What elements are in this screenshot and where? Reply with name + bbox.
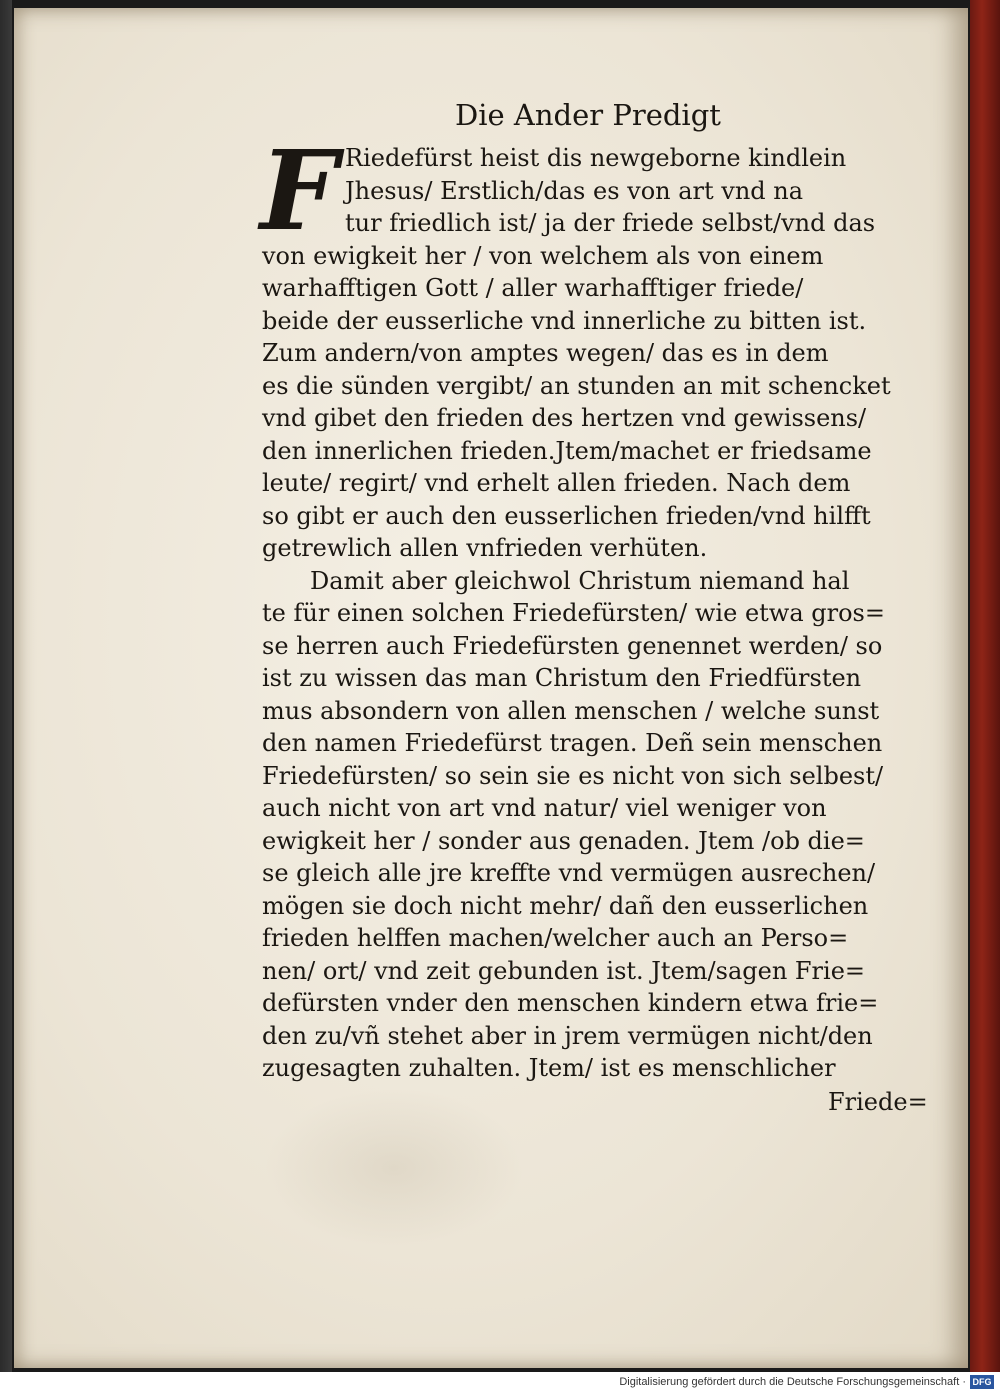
footer-credit: Digitalisierung gefördert durch die Deutsche Forschungsgemeinschaft · [619,1376,966,1388]
text-line: Jhesus/ Erstlich/das es von art vnd na [345,176,804,205]
text-line: defürsten vnder den menschen kindern etwa frie= [262,989,879,1017]
text-line: vnd gibet den frieden des hertzen vnd gewissens/ [262,404,867,432]
text-line: so gibt er auch den eusserlichen frieden/vnd hilfft [262,501,871,530]
text-line: den zu/vñ stehet aber in jrem vermügen nicht/den [262,1021,873,1050]
catchword: Friede= [828,1088,928,1116]
text-line: se gleich alle jre kreffte vnd vermügen ausrechen/ [262,859,876,887]
text-line: mögen sie doch nicht mehr/ dañ den eusserlichen [262,891,869,920]
running-head: Die Ander Predigt [455,98,721,132]
dfg-logo-icon: DFG [970,1375,994,1389]
text-line: se herren auch Friedefürsten genennet werden/ so [262,631,883,660]
text-line: leute/ regirt/ vnd erhelt allen frieden. Nach dem [262,469,851,497]
text-line: beide der eusserliche vnd innerliche zu bitten ist. [262,306,867,335]
footer-bar [0,1372,1000,1395]
text-line: warhafftigen Gott / aller warhafftiger friede/ [262,274,804,302]
decorated-initial: F [259,126,339,255]
text-line: tur friedlich ist/ ja der friede selbst/vnd das [345,209,876,237]
text-line: Damit aber gleichwol Christum niemand hal [310,566,850,595]
text-line: den namen Friedefürst tragen. Deñ sein menschen [262,729,883,757]
text-line: ist zu wissen das man Christum den Friedfürsten [262,664,862,692]
text-line: Riedefürst heist dis newgeborne kindlein [345,144,847,172]
text-line: Friedefürsten/ so sein sie es nicht von sich selbest/ [262,761,884,790]
text-line: auch nicht von art vnd natur/ viel weniger von [262,794,827,822]
text-line: mus absondern von allen menschen / welche sunst [262,696,880,725]
text-line: te für einen solchen Friedefürsten/ wie etwa gros= [262,599,885,627]
text-line: frieden helffen machen/welcher auch an Perso= [262,924,849,952]
text-line: getrewlich allen vnfrieden verhüten. [262,534,708,562]
page-stain [264,1088,524,1248]
book-binding-edge [970,0,1000,1372]
text-line: nen/ ort/ vnd zeit gebunden ist. Jtem/sagen Frie= [262,956,866,985]
text-line: ewigkeit her / sonder aus genaden. Jtem /ob die= [262,826,865,855]
text-line: Zum andern/von amptes wegen/ das es in dem [262,339,829,367]
text-line: den innerlichen frieden.Jtem/machet er friedsame [262,436,872,465]
text-line: es die sünden vergibt/ an stunden an mit schencket [262,371,891,400]
text-line: von ewigkeit her / von welchem als von einem [262,241,824,270]
text-line: zugesagten zuhalten. Jtem/ ist es menschlicher [262,1054,836,1082]
book-edge-left [0,0,12,1372]
